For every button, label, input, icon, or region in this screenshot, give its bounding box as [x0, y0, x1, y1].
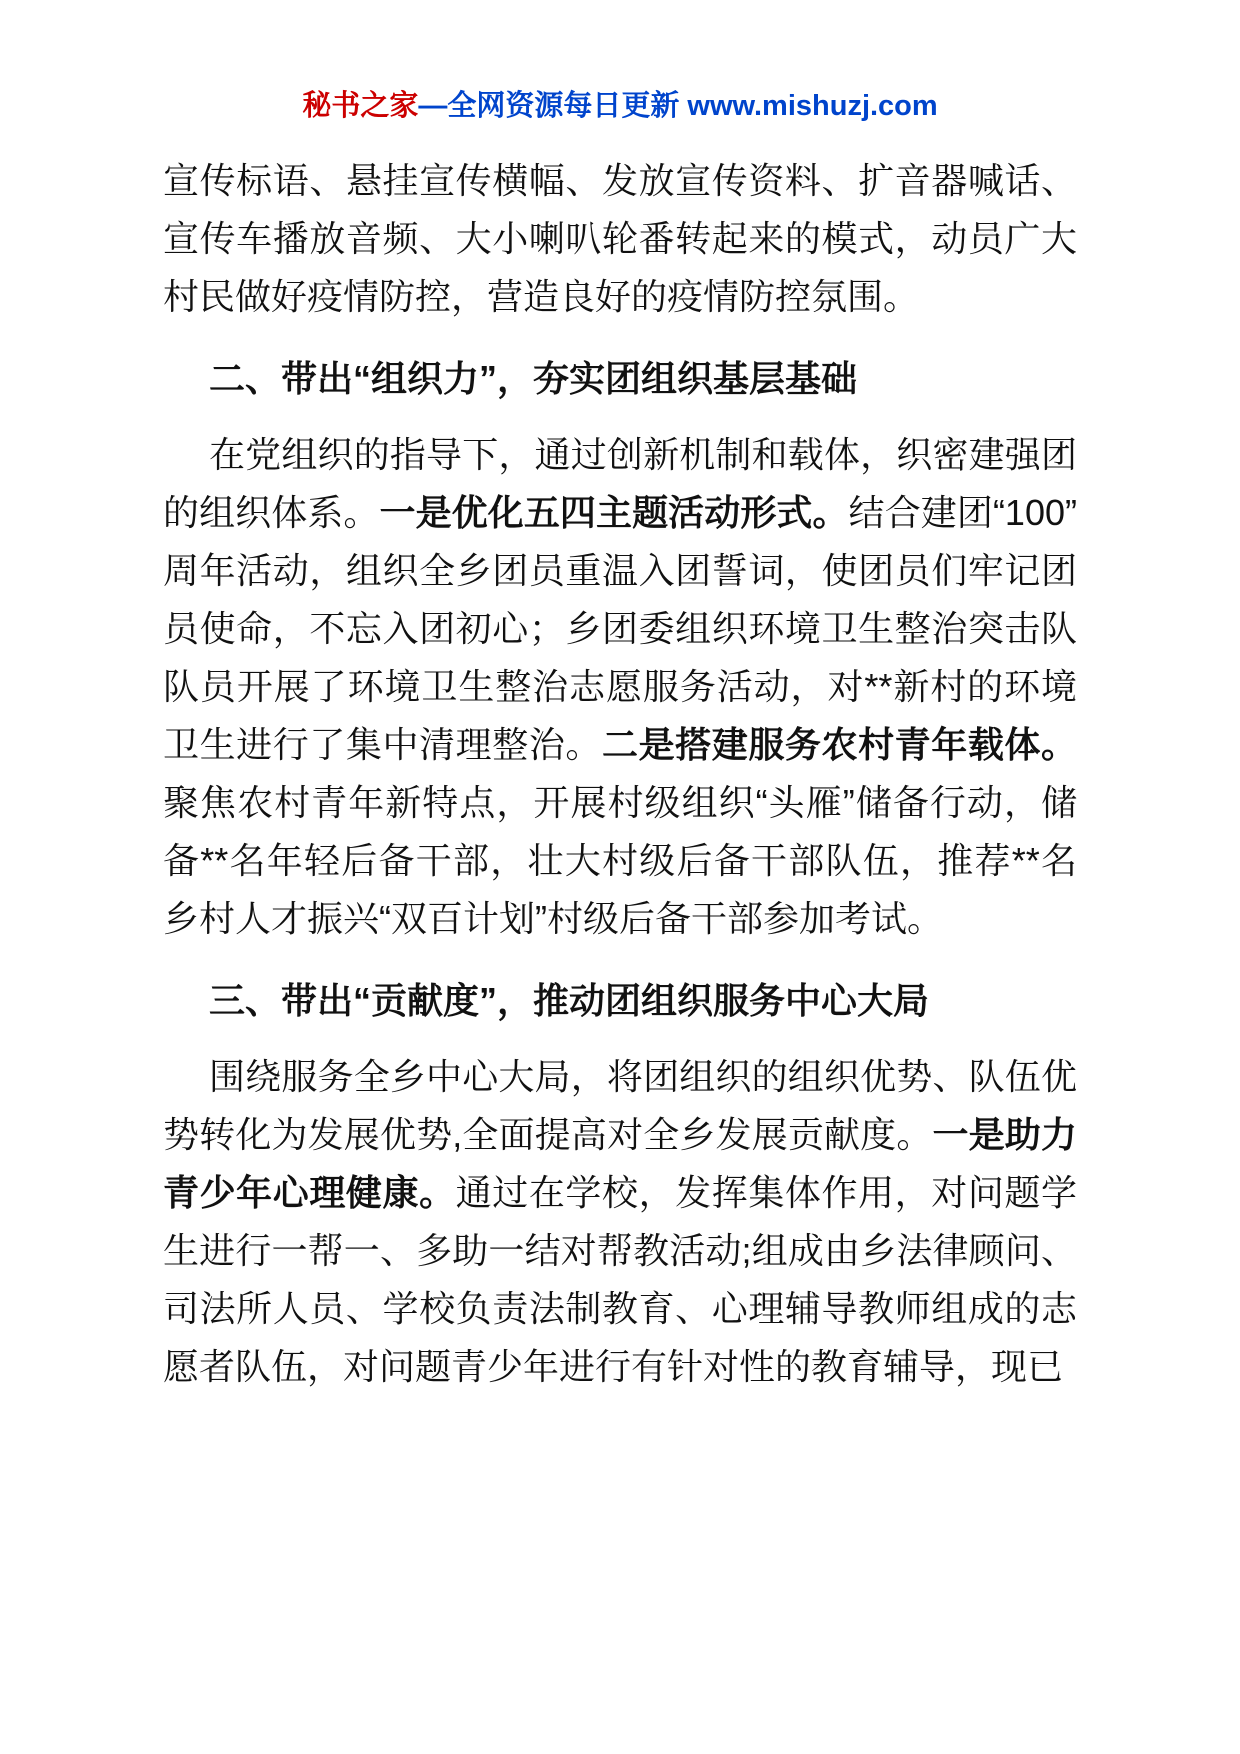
document-body [163, 152, 1077, 1396]
text-run: 围绕服务全乡中心大局，将团组织的组织优势、队伍优势转化为发展优势,全面提高对全乡发展贡献度。 [163, 1056, 1077, 1155]
bold-text-run: 一是助力青少年心理健康。 [163, 1114, 1077, 1213]
paragraph [163, 1048, 1077, 1396]
site-name: 秘书之家 [302, 90, 419, 122]
page-header [163, 86, 1077, 126]
bold-text-run: 一是优化五四主题活动形式。 [379, 492, 849, 533]
bold-text-run: 二是搭建服务农村青年载体。 [602, 724, 1077, 765]
text-run: 通过在学校，发挥集体作用，对问题学生进行一帮一、多助一结对帮教活动;组成由乡法律顾问、司法所人员、学校负责法制教育、心理辅导教师组成的志愿者队伍，对问题青少年进行有针对性的教育辅导，现已 [163, 1172, 1077, 1387]
section-heading [163, 350, 1077, 408]
text-run: 结合建团“100”周年活动，组织全乡团员重温入团誓词，使团员们牢记团员使命，不忘入团初心；乡团委组织环境卫生整治突击队队员开展了环境卫生整治志愿服务活动，对**新村的环境卫生进行了集中清理整治。 [163, 492, 1077, 765]
text-run: 在党组织的指导下，通过创新机制和载体，织密建强团的组织体系。 [163, 434, 1077, 533]
text-run: 聚焦农村青年新特点，开展村级组织“头雁”储备行动，储备**名年轻后备干部，壮大村级后备干部队伍，推荐**名乡村人才振兴“双百计划”村级后备干部参加考试。 [163, 782, 1077, 939]
paragraph [163, 152, 1077, 326]
paragraph [163, 426, 1077, 948]
bold-text-run: 二、带出“组织力”，夯实团组织基层基础 [209, 358, 858, 399]
text-run: 宣传标语、悬挂宣传横幅、发放宣传资料、扩音器喊话、宣传车播放音频、大小喇叭轮番转起来的模式，动员广大村民做好疫情防控，营造良好的疫情防控氛围。 [163, 160, 1077, 317]
header-url-link[interactable]: www.mishuzj.com [687, 90, 938, 122]
header-tagline: —全网资源每日更新 [418, 90, 688, 122]
bold-text-run: 三、带出“贡献度”，推动团组织服务中心大局 [209, 980, 930, 1021]
section-heading [163, 972, 1077, 1030]
